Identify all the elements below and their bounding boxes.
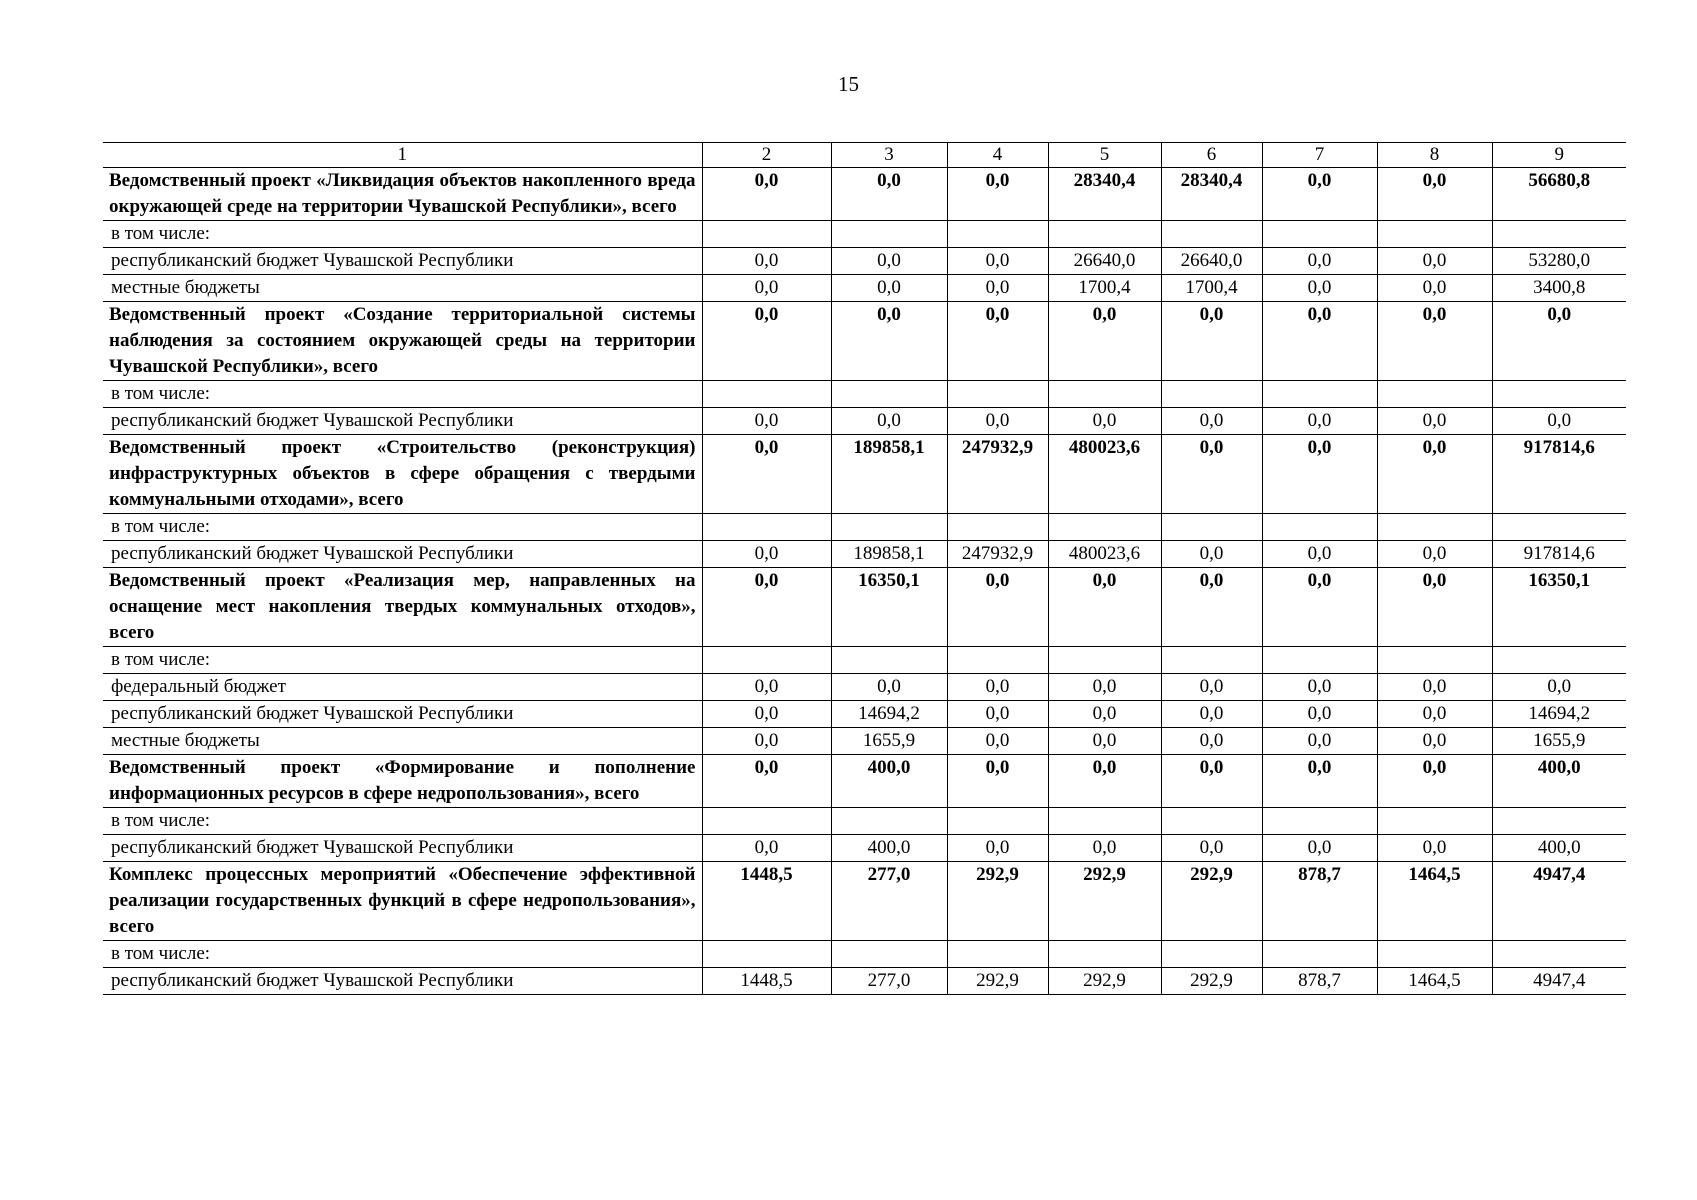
cell-value: 0,0	[1262, 541, 1377, 568]
cell-value: 292,9	[1161, 862, 1262, 941]
cell-value: 0,0	[831, 275, 947, 302]
table-row	[103, 674, 1626, 701]
cell-value: 4947,4	[1492, 968, 1626, 995]
cell-value: 53280,0	[1492, 248, 1626, 275]
cell-value	[831, 514, 947, 541]
header-row	[103, 143, 1626, 168]
cell-value: 0,0	[702, 728, 831, 755]
cell-value: 4947,4	[1492, 862, 1626, 941]
cell-value: 0,0	[947, 408, 1048, 435]
cell-value: 28340,4	[1161, 168, 1262, 221]
cell-value: 292,9	[947, 968, 1048, 995]
row-label: республиканский бюджет Чувашской Республики	[103, 968, 702, 995]
cell-value	[1161, 221, 1262, 248]
cell-value: 878,7	[1262, 862, 1377, 941]
cell-value: 0,0	[1492, 302, 1626, 381]
cell-value: 0,0	[1492, 674, 1626, 701]
row-label: в том числе:	[103, 381, 702, 408]
cell-value	[702, 381, 831, 408]
cell-value	[1262, 941, 1377, 968]
cell-value: 0,0	[1161, 728, 1262, 755]
cell-value: 0,0	[702, 674, 831, 701]
cell-value: 0,0	[702, 408, 831, 435]
cell-value: 0,0	[831, 302, 947, 381]
cell-value	[947, 647, 1048, 674]
cell-value	[1262, 647, 1377, 674]
cell-value: 0,0	[702, 541, 831, 568]
cell-value: 189858,1	[831, 541, 947, 568]
cell-value: 292,9	[1048, 968, 1161, 995]
cell-value	[1048, 221, 1161, 248]
cell-value: 0,0	[947, 248, 1048, 275]
cell-value	[1048, 941, 1161, 968]
cell-value: 400,0	[1492, 835, 1626, 862]
cell-value: 0,0	[947, 674, 1048, 701]
cell-value: 26640,0	[1161, 248, 1262, 275]
cell-value: 1655,9	[1492, 728, 1626, 755]
cell-value: 0,0	[1377, 728, 1492, 755]
cell-value: 0,0	[1377, 568, 1492, 647]
row-label: федеральный бюджет	[103, 674, 702, 701]
table-row-total	[103, 755, 1626, 808]
cell-value: 0,0	[947, 275, 1048, 302]
cell-value: 0,0	[1161, 755, 1262, 808]
cell-value	[1377, 221, 1492, 248]
cell-value: 292,9	[947, 862, 1048, 941]
cell-value	[1048, 647, 1161, 674]
cell-value: 28340,4	[1048, 168, 1161, 221]
cell-value: 400,0	[831, 755, 947, 808]
cell-value: 14694,2	[831, 701, 947, 728]
cell-value: 0,0	[1377, 701, 1492, 728]
table-row	[103, 941, 1626, 968]
table-row	[103, 541, 1626, 568]
row-label: Ведомственный проект «Формирование и пополнение информационных ресурсов в сфере недропользования», всего	[103, 755, 702, 808]
cell-value: 0,0	[1048, 674, 1161, 701]
table-row-total	[103, 168, 1626, 221]
cell-value: 277,0	[831, 968, 947, 995]
row-label: местные бюджеты	[103, 275, 702, 302]
cell-value: 0,0	[1377, 674, 1492, 701]
column-header-3: 3	[831, 143, 947, 168]
table-row	[103, 514, 1626, 541]
table-row	[103, 647, 1626, 674]
cell-value: 0,0	[1161, 302, 1262, 381]
cell-value: 400,0	[1492, 755, 1626, 808]
column-header-8: 8	[1377, 143, 1492, 168]
cell-value	[702, 941, 831, 968]
cell-value: 400,0	[831, 835, 947, 862]
cell-value	[702, 514, 831, 541]
cell-value	[1492, 221, 1626, 248]
cell-value	[702, 647, 831, 674]
cell-value	[1161, 647, 1262, 674]
table-row	[103, 835, 1626, 862]
cell-value	[1377, 808, 1492, 835]
cell-value: 0,0	[1377, 408, 1492, 435]
cell-value	[1048, 381, 1161, 408]
cell-value: 0,0	[1161, 835, 1262, 862]
cell-value: 0,0	[1048, 701, 1161, 728]
cell-value: 0,0	[1377, 275, 1492, 302]
cell-value	[702, 221, 831, 248]
cell-value	[1377, 381, 1492, 408]
cell-value	[1492, 808, 1626, 835]
cell-value	[1262, 221, 1377, 248]
cell-value	[1377, 514, 1492, 541]
cell-value: 0,0	[1377, 435, 1492, 514]
cell-value: 0,0	[1161, 408, 1262, 435]
cell-value: 0,0	[702, 568, 831, 647]
cell-value: 0,0	[947, 728, 1048, 755]
cell-value	[1262, 514, 1377, 541]
cell-value: 189858,1	[831, 435, 947, 514]
cell-value: 0,0	[1377, 168, 1492, 221]
cell-value: 0,0	[1262, 275, 1377, 302]
cell-value: 0,0	[702, 835, 831, 862]
cell-value: 0,0	[831, 168, 947, 221]
table-row	[103, 221, 1626, 248]
cell-value: 0,0	[831, 248, 947, 275]
cell-value: 0,0	[831, 408, 947, 435]
cell-value	[1161, 381, 1262, 408]
table-body	[103, 143, 1626, 995]
cell-value: 0,0	[947, 755, 1048, 808]
cell-value: 0,0	[1161, 541, 1262, 568]
cell-value: 56680,8	[1492, 168, 1626, 221]
cell-value: 0,0	[947, 568, 1048, 647]
row-label: Ведомственный проект «Реализация мер, направленных на оснащение мест накопления твердых коммунальных отходов», всего	[103, 568, 702, 647]
cell-value: 277,0	[831, 862, 947, 941]
cell-value: 0,0	[1262, 568, 1377, 647]
cell-value: 0,0	[1048, 728, 1161, 755]
table-row-total	[103, 568, 1626, 647]
cell-value: 0,0	[1377, 302, 1492, 381]
cell-value	[831, 808, 947, 835]
cell-value: 247932,9	[947, 435, 1048, 514]
cell-value	[1048, 808, 1161, 835]
column-header-2: 2	[702, 143, 831, 168]
cell-value: 0,0	[702, 755, 831, 808]
row-label: в том числе:	[103, 221, 702, 248]
cell-value: 878,7	[1262, 968, 1377, 995]
cell-value: 1448,5	[702, 862, 831, 941]
cell-value: 0,0	[1048, 302, 1161, 381]
cell-value: 0,0	[1048, 568, 1161, 647]
cell-value	[1262, 808, 1377, 835]
cell-value	[702, 808, 831, 835]
cell-value	[1492, 647, 1626, 674]
row-label: республиканский бюджет Чувашской Республики	[103, 701, 702, 728]
cell-value: 0,0	[1262, 248, 1377, 275]
column-header-1: 1	[103, 143, 702, 168]
cell-value: 1464,5	[1377, 862, 1492, 941]
column-header-6: 6	[1161, 143, 1262, 168]
cell-value: 14694,2	[1492, 701, 1626, 728]
cell-value: 0,0	[1377, 541, 1492, 568]
cell-value	[1048, 514, 1161, 541]
cell-value: 0,0	[702, 248, 831, 275]
table-row	[103, 968, 1626, 995]
cell-value: 917814,6	[1492, 435, 1626, 514]
table-row	[103, 728, 1626, 755]
budget-table	[103, 142, 1626, 995]
row-label: в том числе:	[103, 647, 702, 674]
cell-value: 0,0	[947, 168, 1048, 221]
cell-value: 0,0	[1377, 248, 1492, 275]
table-row	[103, 275, 1626, 302]
cell-value: 1655,9	[831, 728, 947, 755]
row-label: республиканский бюджет Чувашской Республики	[103, 248, 702, 275]
cell-value: 0,0	[947, 701, 1048, 728]
table-row-total	[103, 862, 1626, 941]
cell-value: 0,0	[1262, 408, 1377, 435]
cell-value: 16350,1	[1492, 568, 1626, 647]
cell-value: 0,0	[1262, 755, 1377, 808]
table-row	[103, 808, 1626, 835]
table-row-total	[103, 435, 1626, 514]
cell-value: 0,0	[702, 701, 831, 728]
cell-value: 0,0	[1262, 835, 1377, 862]
cell-value: 0,0	[702, 435, 831, 514]
cell-value: 3400,8	[1492, 275, 1626, 302]
row-label: в том числе:	[103, 941, 702, 968]
cell-value: 0,0	[702, 302, 831, 381]
cell-value: 0,0	[1161, 568, 1262, 647]
cell-value: 16350,1	[831, 568, 947, 647]
cell-value	[1262, 381, 1377, 408]
cell-value: 0,0	[1161, 701, 1262, 728]
row-label: Комплекс процессных мероприятий «Обеспечение эффективной реализации государственных функций в сфере недропользования», всего	[103, 862, 702, 941]
cell-value: 0,0	[1048, 835, 1161, 862]
cell-value	[831, 381, 947, 408]
cell-value	[1492, 381, 1626, 408]
row-label: Ведомственный проект «Создание территориальной системы наблюдения за состоянием окружающей среды на территории Чувашской Республики», всего	[103, 302, 702, 381]
cell-value: 0,0	[1262, 728, 1377, 755]
table-row	[103, 701, 1626, 728]
cell-value	[1161, 808, 1262, 835]
cell-value	[1377, 941, 1492, 968]
row-label: местные бюджеты	[103, 728, 702, 755]
cell-value	[947, 514, 1048, 541]
cell-value: 0,0	[947, 302, 1048, 381]
cell-value	[1161, 514, 1262, 541]
cell-value: 0,0	[831, 674, 947, 701]
cell-value	[831, 647, 947, 674]
cell-value: 0,0	[947, 835, 1048, 862]
cell-value: 26640,0	[1048, 248, 1161, 275]
cell-value	[947, 381, 1048, 408]
cell-value: 0,0	[1161, 435, 1262, 514]
cell-value: 292,9	[1161, 968, 1262, 995]
cell-value	[831, 941, 947, 968]
cell-value	[1161, 941, 1262, 968]
page-number: 15	[838, 72, 859, 96]
table-row	[103, 248, 1626, 275]
cell-value: 1700,4	[1048, 275, 1161, 302]
cell-value: 0,0	[1377, 755, 1492, 808]
cell-value: 0,0	[1262, 701, 1377, 728]
cell-value: 0,0	[1262, 674, 1377, 701]
cell-value	[1492, 941, 1626, 968]
cell-value: 0,0	[1492, 408, 1626, 435]
column-header-5: 5	[1048, 143, 1161, 168]
cell-value: 0,0	[1262, 168, 1377, 221]
column-header-9: 9	[1492, 143, 1626, 168]
cell-value	[831, 221, 947, 248]
cell-value: 480023,6	[1048, 435, 1161, 514]
cell-value: 0,0	[702, 168, 831, 221]
cell-value: 0,0	[1262, 435, 1377, 514]
cell-value: 292,9	[1048, 862, 1161, 941]
cell-value: 0,0	[1048, 755, 1161, 808]
row-label: республиканский бюджет Чувашской Республики	[103, 835, 702, 862]
column-header-4: 4	[947, 143, 1048, 168]
cell-value	[1377, 647, 1492, 674]
cell-value: 0,0	[702, 275, 831, 302]
table-row	[103, 381, 1626, 408]
row-label: республиканский бюджет Чувашской Республики	[103, 408, 702, 435]
column-header-7: 7	[1262, 143, 1377, 168]
cell-value: 0,0	[1161, 674, 1262, 701]
row-label: республиканский бюджет Чувашской Республики	[103, 541, 702, 568]
row-label: Ведомственный проект «Строительство (реконструкция) инфраструктурных объектов в сфере обращения с твердыми коммунальными отходами», всего	[103, 435, 702, 514]
cell-value	[947, 941, 1048, 968]
row-label: в том числе:	[103, 808, 702, 835]
cell-value: 0,0	[1048, 408, 1161, 435]
cell-value: 247932,9	[947, 541, 1048, 568]
cell-value	[1492, 514, 1626, 541]
table-row-total	[103, 302, 1626, 381]
cell-value	[947, 808, 1048, 835]
cell-value: 917814,6	[1492, 541, 1626, 568]
table-row	[103, 408, 1626, 435]
cell-value: 1700,4	[1161, 275, 1262, 302]
row-label: в том числе:	[103, 514, 702, 541]
cell-value	[947, 221, 1048, 248]
cell-value: 1448,5	[702, 968, 831, 995]
cell-value: 480023,6	[1048, 541, 1161, 568]
cell-value: 1464,5	[1377, 968, 1492, 995]
cell-value: 0,0	[1262, 302, 1377, 381]
row-label: Ведомственный проект «Ликвидация объектов накопленного вреда окружающей среде на территории Чувашской Республики», всего	[103, 168, 702, 221]
cell-value: 0,0	[1377, 835, 1492, 862]
